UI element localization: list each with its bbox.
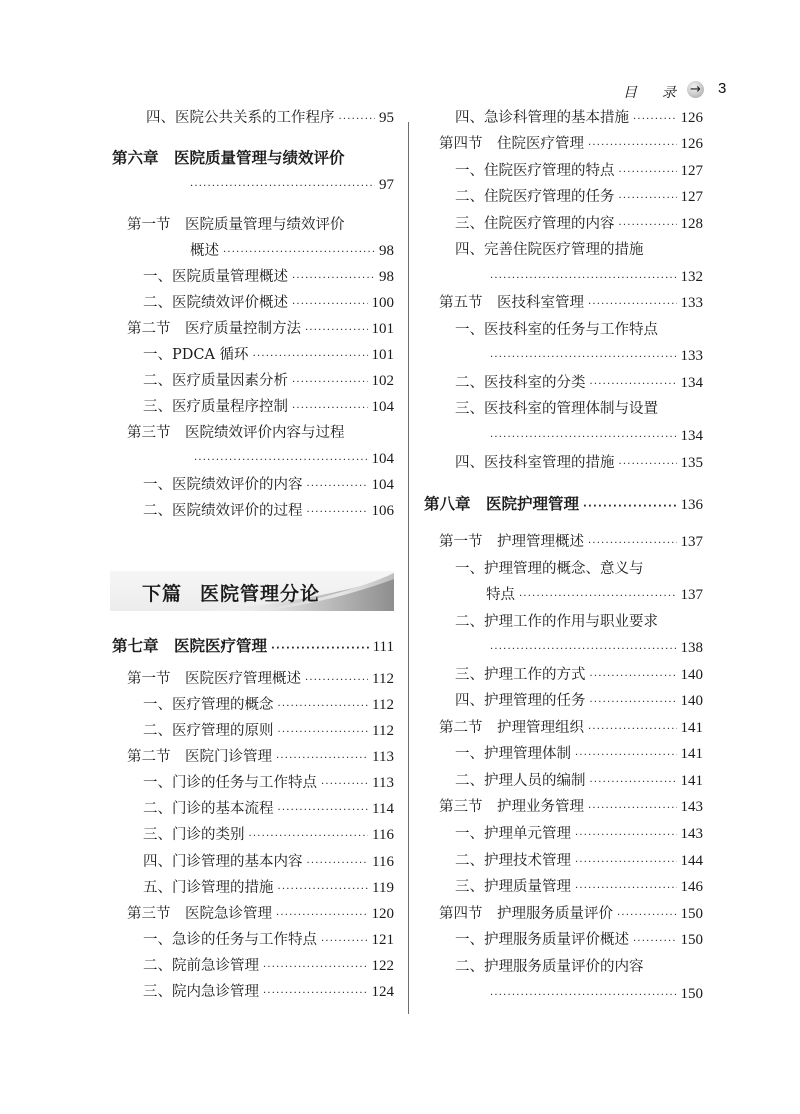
toc-item[interactable] [143, 956, 394, 978]
toc-item[interactable] [455, 744, 703, 766]
toc-item[interactable] [455, 824, 703, 846]
toc-page-number: 116 [372, 854, 394, 870]
toc-item[interactable] [143, 397, 394, 419]
toc-continuation[interactable] [486, 267, 703, 289]
header-title-lu: 录 [662, 85, 676, 101]
toc-section[interactable] [439, 532, 703, 554]
toc-section[interactable] [439, 293, 703, 315]
toc-page-number: 119 [372, 880, 394, 896]
toc-entry-label: 第四节 护理服务质量评价 [439, 906, 613, 922]
toc-page-number: 132 [680, 269, 703, 285]
toc-page-number: 140 [680, 667, 703, 683]
toc-entry-label: 第五节 医技科室管理 [439, 295, 584, 311]
toc-page-number: 122 [371, 958, 394, 974]
toc-entry-label: 三、护理质量管理 [455, 879, 571, 895]
toc-continuation[interactable] [486, 984, 703, 1006]
toc-page-number: 97 [379, 177, 394, 193]
dot-leader [263, 984, 368, 1004]
toc-page-number: 146 [680, 879, 703, 895]
dot-leader [590, 693, 677, 713]
toc-entry-label: 四、门诊管理的基本内容 [143, 854, 303, 870]
dot-leader [575, 879, 677, 899]
dot-leader [292, 269, 375, 289]
dot-leader [633, 110, 677, 130]
toc-entry-label: 二、院前急诊管理 [143, 958, 259, 974]
toc-continuation[interactable] [486, 585, 703, 607]
toc-item[interactable] [143, 501, 394, 523]
toc-page-number: 113 [372, 749, 394, 765]
toc-entry-label: 五、门诊管理的措施 [143, 880, 274, 896]
part-title [142, 579, 320, 606]
dot-leader [588, 534, 677, 554]
toc-entry-label: 二、医技科室的分类 [455, 375, 586, 391]
toc-page-number: 116 [372, 827, 394, 843]
toc-section[interactable] [127, 747, 394, 769]
toc-entry-label: 三、住院医疗管理的内容 [455, 216, 615, 232]
toc-page-number: 112 [372, 697, 394, 713]
toc-entry-label: 一、PDCA 循环 [143, 347, 249, 363]
toc-item[interactable] [455, 240, 644, 260]
toc-page-number: 137 [680, 587, 703, 603]
toc-item[interactable] [143, 799, 394, 821]
toc-page-number: 143 [680, 799, 703, 815]
toc-page-number: 126 [680, 136, 703, 152]
dot-leader [307, 477, 368, 497]
toc-continuation[interactable] [186, 175, 394, 197]
toc-item[interactable] [143, 475, 394, 497]
toc-page-number: 144 [680, 853, 703, 869]
dot-leader [321, 932, 368, 952]
dot-leader [588, 799, 677, 819]
dot-leader [278, 723, 369, 743]
toc-page-number: 128 [680, 216, 703, 232]
toc-item[interactable] [455, 161, 703, 183]
dot-leader [490, 269, 677, 289]
toc-item[interactable] [455, 877, 703, 899]
toc-entry-label: 第三节 医院绩效评价内容与过程 [127, 425, 345, 441]
toc-item[interactable] [143, 878, 394, 900]
toc-page-number: 124 [371, 984, 394, 1000]
toc-entry-label: 三、门诊的类别 [143, 827, 245, 843]
toc-entry-label: 概述 [190, 243, 219, 259]
dot-leader [276, 906, 368, 926]
toc-continuation[interactable] [190, 449, 394, 471]
toc-item[interactable] [143, 773, 394, 795]
toc-item[interactable] [455, 187, 703, 209]
toc-page-number: 121 [371, 932, 394, 948]
toc-item[interactable] [455, 108, 703, 130]
toc-entry-label: 三、护理工作的方式 [455, 667, 586, 683]
toc-entry-label: 四、医院公共关系的工作程序 [146, 110, 335, 126]
toc-item[interactable] [455, 691, 703, 713]
toc-page-number: 140 [680, 693, 703, 709]
toc-page-number: 101 [371, 321, 394, 337]
toc-entry-label: 第二节 医院门诊管理 [127, 749, 272, 765]
toc-entry-label: 三、院内急诊管理 [143, 984, 259, 1000]
toc-section[interactable] [439, 904, 703, 926]
dot-leader [292, 373, 368, 393]
dot-leader [490, 428, 677, 448]
toc-page-number: 150 [680, 906, 703, 922]
toc-item[interactable] [143, 825, 394, 847]
toc-continuation[interactable] [190, 241, 394, 263]
toc-item[interactable] [455, 851, 703, 873]
toc-section[interactable] [439, 134, 703, 156]
toc-item[interactable] [143, 371, 394, 393]
toc-item[interactable] [455, 214, 703, 236]
toc-page-number: 127 [680, 189, 703, 205]
toc-page-number: 112 [372, 671, 394, 687]
toc-entry-label: 三、医技科室的管理体制与设置 [455, 401, 658, 417]
toc-item[interactable] [146, 108, 394, 130]
part-banner [110, 571, 394, 611]
toc-page-number: 136 [680, 497, 703, 513]
toc-entry-label: 一、护理单元管理 [455, 826, 571, 842]
dot-leader [519, 587, 677, 607]
dot-leader [276, 749, 368, 769]
dot-leader [588, 136, 677, 156]
toc-entry-label: 第三节 护理业务管理 [439, 799, 584, 815]
toc-entry-label: 第三节 医院急诊管理 [127, 906, 272, 922]
toc-page-number: 111 [372, 639, 394, 655]
toc-page-number: 104 [371, 477, 394, 493]
toc-section[interactable] [439, 797, 703, 819]
toc-entry-label: 二、医院绩效评价的过程 [143, 503, 303, 519]
toc-section[interactable] [439, 718, 703, 740]
dot-leader [190, 177, 375, 197]
column-divider [408, 122, 409, 1014]
toc-page-number: 113 [372, 775, 394, 791]
toc-entry-label: 四、护理管理的任务 [455, 693, 586, 709]
toc-entry-label: 二、护理技术管理 [455, 853, 571, 869]
toc-entry-label: 二、护理服务质量评价的内容 [455, 959, 644, 975]
toc-entry-label: 第一节 医院医疗管理概述 [127, 671, 301, 687]
dot-leader [271, 639, 369, 659]
toc-entry-label: 四、医技科室管理的措施 [455, 455, 615, 471]
toc-page-number: 120 [371, 906, 394, 922]
toc-section[interactable] [127, 423, 345, 443]
toc-entry-label: 第二节 护理管理组织 [439, 720, 584, 736]
dot-leader [278, 880, 369, 900]
toc-chapter[interactable] [112, 636, 394, 659]
dot-leader [249, 827, 369, 847]
toc-entry-label: 二、医院绩效评价概述 [143, 295, 288, 311]
toc-entry-label: 特点 [486, 587, 515, 603]
part-label: 下篇 [142, 583, 183, 605]
dot-leader [339, 110, 376, 130]
toc-entry-label: 一、门诊的任务与工作特点 [143, 775, 317, 791]
toc-item[interactable] [455, 399, 658, 419]
toc-page-number: 112 [372, 723, 394, 739]
dot-leader [490, 986, 677, 1006]
toc-item[interactable] [455, 612, 658, 632]
toc-item[interactable] [455, 559, 644, 579]
toc-section[interactable] [127, 904, 394, 926]
toc-page-number: 104 [371, 399, 394, 415]
dot-leader [633, 932, 677, 952]
dot-leader [305, 321, 368, 341]
dot-leader [619, 455, 677, 475]
toc-chapter[interactable] [424, 494, 703, 517]
arrow-right-icon: → [687, 81, 704, 98]
toc-entry-label: 一、医院质量管理概述 [143, 269, 288, 285]
dot-leader [292, 399, 368, 419]
toc-page-number: 133 [680, 295, 703, 311]
toc-item[interactable] [143, 982, 394, 1004]
toc-page-number: 102 [371, 373, 394, 389]
toc-page-number: 135 [680, 455, 703, 471]
header-title-mu: 目 [623, 85, 637, 101]
toc-entry-label: 一、护理服务质量评价概述 [455, 932, 629, 948]
toc-item[interactable] [143, 695, 394, 717]
toc-continuation[interactable] [486, 346, 703, 368]
toc-entry-label: 一、医院绩效评价的内容 [143, 477, 303, 493]
toc-entry-label: 一、护理管理的概念、意义与 [455, 561, 644, 577]
toc-entry-label: 三、医疗质量程序控制 [143, 399, 288, 415]
toc-item[interactable] [455, 771, 703, 793]
toc-entry-label: 二、护理人员的编制 [455, 773, 586, 789]
toc-continuation[interactable] [486, 638, 703, 660]
toc-page-number: 98 [379, 269, 394, 285]
toc-page-number: 133 [680, 348, 703, 364]
dot-leader [619, 163, 677, 183]
toc-entry-label: 第七章 医院医疗管理 [112, 637, 268, 655]
toc-section[interactable] [127, 669, 394, 691]
toc-page-number: 98 [379, 243, 394, 259]
dot-leader [223, 243, 375, 263]
toc-item[interactable] [455, 930, 703, 952]
dot-leader [575, 826, 677, 846]
dot-leader [619, 189, 677, 209]
page-number: 3 [718, 80, 727, 97]
dot-leader [590, 773, 677, 793]
toc-entry-label: 第六章 医院质量管理与绩效评价 [112, 149, 345, 167]
toc-item[interactable] [455, 373, 703, 395]
dot-leader [590, 667, 677, 687]
toc-item[interactable] [455, 665, 703, 687]
toc-page-number: 114 [372, 801, 394, 817]
toc-entry-label: 第一节 护理管理概述 [439, 534, 584, 550]
part-name: 医院管理分论 [200, 583, 321, 605]
toc-entry-label: 一、住院医疗管理的特点 [455, 163, 615, 179]
dot-leader [619, 216, 677, 236]
toc-entry-label: 二、门诊的基本流程 [143, 801, 274, 817]
toc-page-number: 100 [371, 295, 394, 311]
toc-page-number: 127 [680, 163, 703, 179]
toc-entry-label: 二、住院医疗管理的任务 [455, 189, 615, 205]
toc-page-number: 141 [680, 773, 703, 789]
toc-page-number: 143 [680, 826, 703, 842]
toc-entry-label: 第二节 医疗质量控制方法 [127, 321, 301, 337]
toc-item[interactable] [455, 957, 644, 977]
dot-leader [292, 295, 368, 315]
toc-page-number: 134 [680, 375, 703, 391]
dot-leader [590, 375, 677, 395]
toc-entry-label: 二、医疗质量因素分析 [143, 373, 288, 389]
dot-leader [307, 854, 369, 874]
dot-leader [278, 801, 369, 821]
toc-entry-label: 二、医疗管理的原则 [143, 723, 274, 739]
dot-leader [253, 347, 368, 367]
toc-page-number: 141 [680, 720, 703, 736]
toc-item[interactable] [143, 267, 394, 289]
toc-item[interactable] [143, 293, 394, 315]
toc-page-number: 106 [371, 503, 394, 519]
toc-item[interactable] [143, 930, 394, 952]
toc-page-number: 104 [371, 451, 394, 467]
dot-leader [305, 671, 368, 691]
toc-item[interactable] [455, 320, 658, 340]
toc-page-number: 134 [680, 428, 703, 444]
toc-page-number: 141 [680, 746, 703, 762]
toc-entry-label: 一、急诊的任务与工作特点 [143, 932, 317, 948]
dot-leader [278, 697, 369, 717]
toc-entry-label: 一、医疗管理的概念 [143, 697, 274, 713]
dot-leader [307, 503, 368, 523]
dot-leader [588, 720, 677, 740]
toc-item[interactable] [455, 453, 703, 475]
toc-entry-label: 四、完善住院医疗管理的措施 [455, 242, 644, 258]
dot-leader [194, 451, 368, 471]
toc-page-number: 150 [680, 986, 703, 1002]
dot-leader [490, 348, 677, 368]
toc-entry-label: 二、护理工作的作用与职业要求 [455, 614, 658, 630]
dot-leader [583, 497, 676, 517]
toc-entry-label: 第一节 医院质量管理与绩效评价 [127, 217, 345, 233]
dot-leader [321, 775, 368, 795]
toc-page-number: 138 [680, 640, 703, 656]
dot-leader [575, 853, 677, 873]
toc-section[interactable] [127, 319, 394, 341]
dot-leader [588, 295, 677, 315]
toc-item[interactable] [143, 852, 394, 874]
toc-page-number: 150 [680, 932, 703, 948]
toc-page-number: 126 [680, 110, 703, 126]
toc-chapter[interactable] [112, 148, 345, 168]
dot-leader [263, 958, 368, 978]
dot-leader [490, 640, 677, 660]
toc-entry-label: 第四节 住院医疗管理 [439, 136, 584, 152]
toc-page-number: 95 [379, 110, 394, 126]
toc-section[interactable] [127, 215, 345, 235]
dot-leader [617, 906, 677, 926]
toc-entry-label: 一、医技科室的任务与工作特点 [455, 322, 658, 338]
toc-continuation[interactable] [486, 426, 703, 448]
toc-item[interactable] [143, 721, 394, 743]
toc-entry-label: 第八章 医院护理管理 [424, 495, 580, 513]
toc-item[interactable] [143, 345, 394, 367]
toc-entry-label: 一、护理管理体制 [455, 746, 571, 762]
toc-page-number: 101 [371, 347, 394, 363]
dot-leader [575, 746, 677, 766]
toc-page-number: 137 [680, 534, 703, 550]
toc-entry-label: 四、急诊科管理的基本措施 [455, 110, 629, 126]
running-header [600, 80, 750, 104]
